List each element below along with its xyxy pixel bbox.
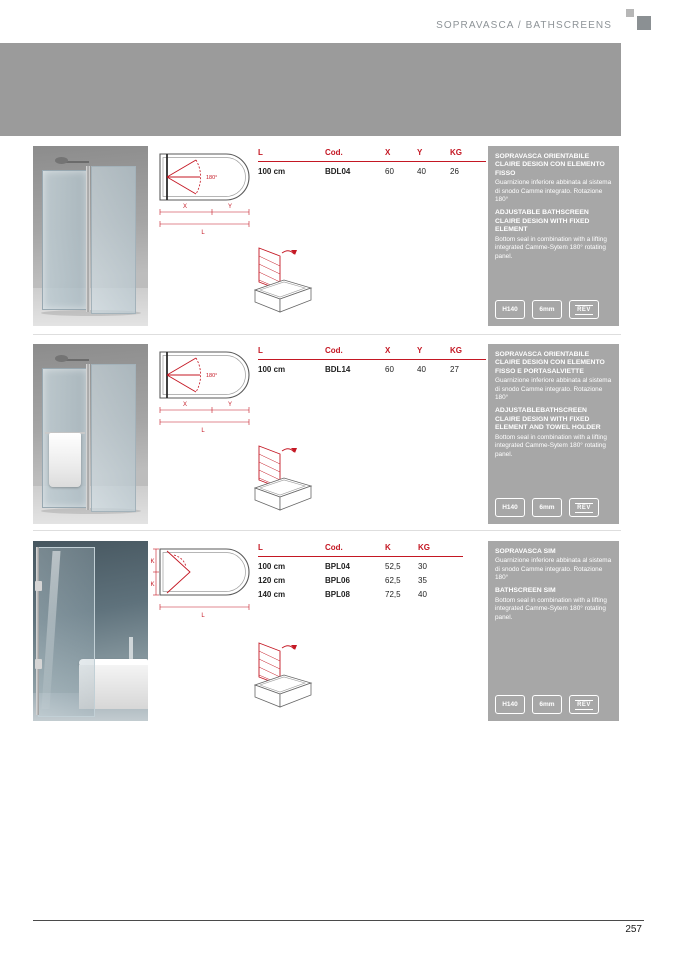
top-view-svg [150, 346, 254, 440]
product-info-box [488, 344, 619, 524]
technical-drawing-top-view [150, 346, 254, 440]
col-header-kg: KG [450, 148, 462, 157]
product-desc-it: Guarnizione inferiore abbinata al sistema di snodo Camme integrato. Rotazione 180° [495, 557, 612, 582]
towel [49, 433, 81, 487]
technical-drawing-perspective [252, 639, 314, 719]
glass-panel-left [42, 170, 88, 310]
cell-y: 40 [417, 167, 426, 176]
product-section-bdl14 [0, 344, 677, 524]
table-row [258, 563, 463, 571]
badge-row [495, 498, 599, 517]
spec-table-header [258, 543, 463, 557]
technical-drawing-top-view [150, 148, 254, 242]
page-title: SOPRAVASCA / BATHSCREENS [436, 20, 612, 31]
cell-code: BPL04 [325, 562, 350, 571]
badge-h140: H140 [495, 498, 525, 517]
cell-k: 72,5 [385, 590, 401, 599]
badge-6mm: 6mm [532, 300, 562, 319]
top-view-svg [150, 148, 254, 242]
col-header-l: L [258, 346, 263, 355]
dim-y-label: Y [227, 402, 233, 408]
product-photo [33, 541, 148, 721]
col-header-cod: Cod. [325, 346, 343, 355]
badge-rev-logo: REV [569, 695, 599, 714]
glass-clamp [35, 659, 42, 669]
cell-length: 100 cm [258, 365, 286, 374]
table-row [258, 366, 486, 374]
col-header-l: L [258, 148, 263, 157]
section-divider [33, 530, 621, 531]
product-desc-en: Bottom seal in combination with a lifting integrated Camme-Sytem 180° rotating panel. [495, 433, 607, 458]
cell-x: 60 [385, 365, 394, 374]
col-header-x: X [385, 346, 391, 355]
cell-length: 140 cm [258, 590, 286, 599]
col-header-kg: KG [418, 543, 430, 552]
product-title-en: ADJUSTABLE BATHSCREEN CLAIRE DESIGN WITH FIXED ELEMENT [495, 209, 590, 234]
technical-drawing-perspective [252, 442, 314, 522]
product-title-en: ADJUSTABLEBATHSCREEN CLAIRE DESIGN WITH FIXED ELEMENT AND TOWEL HOLDER [495, 407, 601, 432]
wall-faucet [129, 637, 133, 659]
cell-length: 100 cm [258, 167, 286, 176]
angle-label: 180° [206, 175, 218, 181]
hero-banner [0, 43, 621, 136]
glass-clamp [35, 581, 42, 591]
technical-drawing-perspective [252, 244, 314, 324]
cell-kg: 40 [418, 590, 427, 599]
badge-row [495, 695, 599, 714]
chrome-profile [86, 166, 90, 312]
glass-panel-right [91, 364, 136, 512]
corner-decoration-square-small [626, 9, 634, 17]
angle-label: 180° [206, 373, 218, 379]
badge-6mm: 6mm [532, 498, 562, 517]
cell-kg: 26 [450, 167, 459, 176]
chrome-profile [86, 364, 90, 510]
shower-head [55, 355, 68, 362]
product-section-bpl [0, 541, 677, 721]
cell-code: BDL14 [325, 365, 351, 374]
product-title-it: SOPRAVASCA ORIENTABILE CLAIRE DESIGN CON ELEMENTO FISSO E PORTASALVIETTE [495, 351, 605, 375]
product-title-en: BATHSCREEN SIM [495, 587, 556, 595]
table-row [258, 591, 463, 599]
cell-code: BDL04 [325, 167, 351, 176]
col-header-k: K [385, 543, 391, 552]
perspective-svg [252, 639, 314, 719]
badge-rev-logo: REV [569, 498, 599, 517]
spec-table-header [258, 346, 486, 360]
spec-table [258, 346, 486, 374]
dim-x-label: X [182, 204, 188, 210]
dim-x-label: X [182, 402, 188, 408]
table-row [258, 577, 463, 585]
page-number: 257 [625, 924, 642, 935]
spec-table-header [258, 148, 486, 162]
dim-l-label: L [201, 613, 205, 619]
glass-panel-right [91, 166, 136, 314]
badge-h140: H140 [495, 695, 525, 714]
cell-k: 52,5 [385, 562, 401, 571]
dim-k-label: K [150, 559, 155, 565]
badge-h140: H140 [495, 300, 525, 319]
col-header-x: X [385, 148, 391, 157]
product-photo [33, 146, 148, 326]
badge-6mm: 6mm [532, 695, 562, 714]
col-header-cod: Cod. [325, 543, 343, 552]
top-view-svg [150, 543, 254, 637]
spec-table [258, 148, 486, 176]
badge-rev-logo: REV [569, 300, 599, 319]
cell-k: 62,5 [385, 576, 401, 585]
product-title-it: SOPRAVASCA ORIENTABILE CLAIRE DESIGN CON ELEMENTO FISSO [495, 153, 605, 177]
dim-l-label: L [201, 428, 205, 434]
table-row [258, 168, 486, 176]
cell-kg: 35 [418, 576, 427, 585]
product-photo [33, 344, 148, 524]
hinge-profile [36, 547, 39, 715]
col-header-l: L [258, 543, 263, 552]
cell-y: 40 [417, 365, 426, 374]
product-info-box [488, 146, 619, 326]
product-desc-en: Bottom seal in combination with a lifting integrated Camme-Sytem 180° rotating panel. [495, 235, 607, 260]
col-header-kg: KG [450, 346, 462, 355]
product-desc-it: Guarnizione inferiore abbinata al sistema di snodo Camme integrato. Rotazione 180° [495, 179, 612, 204]
perspective-svg [252, 244, 314, 324]
corner-decoration-square-big [637, 16, 651, 30]
perspective-svg [252, 442, 314, 522]
cell-kg: 30 [418, 562, 427, 571]
cell-length: 120 cm [258, 576, 286, 585]
col-header-y: Y [417, 148, 423, 157]
dim-y-label: Y [227, 204, 233, 210]
product-desc-it: Guarnizione inferiore abbinata al sistema di snodo Camme integrato. Rotazione 180° [495, 377, 612, 402]
shower-head [55, 157, 68, 164]
technical-drawing-top-view [150, 543, 254, 637]
cell-code: BPL06 [325, 576, 350, 585]
product-section-bdl04 [0, 146, 677, 326]
product-title-it: SOPRAVASCA SIM [495, 548, 556, 555]
dim-k-label: K [150, 582, 155, 588]
col-header-y: Y [417, 346, 423, 355]
cell-code: BPL08 [325, 590, 350, 599]
product-desc-en: Bottom seal in combination with a lifting integrated Camme-Sytem 180° rotating panel. [495, 596, 607, 621]
product-info-box [488, 541, 619, 721]
section-divider [33, 334, 621, 335]
col-header-cod: Cod. [325, 148, 343, 157]
cell-x: 60 [385, 167, 394, 176]
footer-rule [33, 920, 644, 921]
spec-table [258, 543, 463, 599]
cell-length: 100 cm [258, 562, 286, 571]
cell-kg: 27 [450, 365, 459, 374]
dim-l-label: L [201, 230, 205, 236]
badge-row [495, 300, 599, 319]
